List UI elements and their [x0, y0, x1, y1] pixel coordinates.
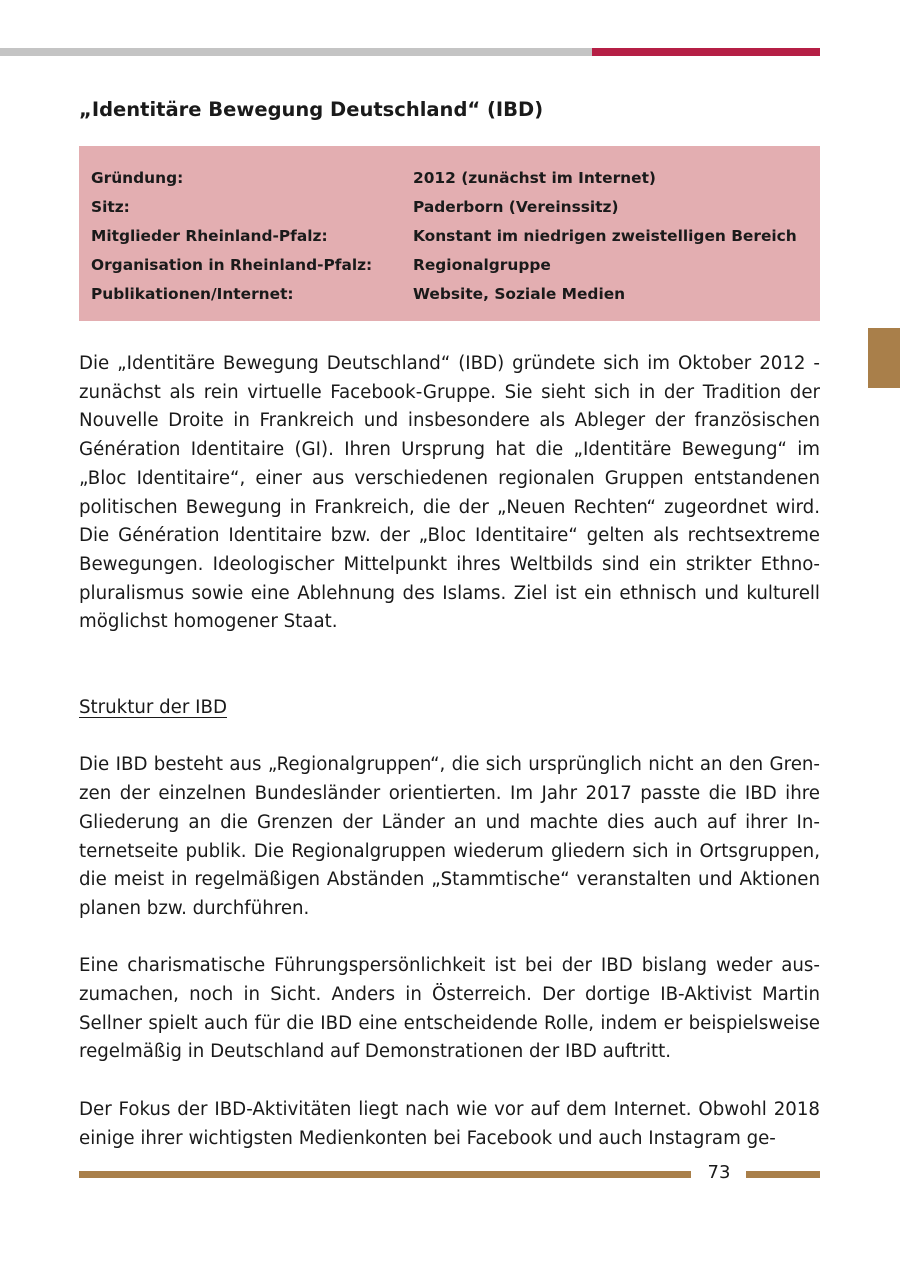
- paragraph-structure: Die IBD besteht aus „Regionalgruppen“, die sich ursprünglich nicht an den Grenzen der einzelnen Bundesländer orientierten. Im Jahr 2017 passte die IBD ihre Gliederung an die Grenzen der Länder an und machte dies auch auf ihrer Internetseite publik. Die Regionalgruppen wiederum gliedern sich in Ortsgruppen, die meist in regelmäßigen Abständen „Stammtische“ veranstalten und Aktionen planen bzw. durchführen.: [79, 754, 820, 919]
- organization-info-box: [79, 146, 820, 321]
- paragraph-leadership: Eine charismatische Führungspersönlichkeit ist bei der IBD bislang weder auszumachen, noch in Sicht. Anders in Österreich. Der dortige IB-Aktivist Martin Sellner spielt auch für die IBD eine entscheidende Rolle, indem er beispielsweise regelmäßig in Deutschland auf Demonstrationen der IBD auftritt.: [79, 955, 820, 1063]
- info-label: Organisation in Rheinland-Pfalz:: [91, 256, 373, 274]
- chapter-tab-marker: [868, 328, 900, 388]
- paragraph-focus: Der Fokus der IBD-Aktivitäten liegt nach wie vor auf dem Internet. Obwohl 2018 einige ihrer wichtigsten Medienkonten bei Facebook und auch Instagram ge-: [79, 1098, 820, 1149]
- footer-rule-left: [79, 1171, 691, 1178]
- info-value: Website, Soziale Medien: [413, 285, 626, 303]
- info-row-members: [91, 222, 808, 251]
- info-value: Regionalgruppe: [413, 256, 551, 274]
- top-rule-gray: [0, 48, 592, 56]
- section-heading: „Identitäre Bewegung Deutschland“ (IBD): [79, 98, 544, 121]
- info-row-founding: [91, 164, 808, 193]
- body-text: [79, 350, 820, 1153]
- info-row-publications: [91, 280, 808, 309]
- info-label: Mitglieder Rheinland-Pfalz:: [91, 227, 328, 245]
- info-label: Publikationen/Internet:: [91, 285, 294, 303]
- top-rule-accent: [592, 48, 820, 56]
- info-row-organisation: [91, 251, 808, 280]
- footer-rule-right: [746, 1171, 820, 1178]
- subheading-structure: Struktur der IBD: [79, 697, 227, 719]
- info-row-seat: [91, 193, 808, 222]
- info-value: Paderborn (Vereinssitz): [413, 198, 619, 216]
- page-number: 73: [707, 1162, 731, 1183]
- info-label: Sitz:: [91, 198, 130, 216]
- paragraph-intro: Die „Identitäre Bewegung Deutschland“ (IBD) gründete sich im Oktober 2012 - zunächst als rein virtuelle Facebook-Gruppe. Sie sieht sich in der Tradition der Nouvelle Droite in Frankreich und insbesondere als Ableger der französischen Génération Identitaire (GI). Ihren Ursprung hat die „Identitäre Bewegung“ im „Bloc Identitaire“, einer aus verschiedenen regionalen Gruppen entstandenen politischen Bewegung in Frankreich, die der „Neuen Rechten“ zugeordnet wird. Die Génération Identitaire bzw. der „Bloc Identitaire“ gelten als rechtsextreme Bewegungen. Ideologischer Mittelpunkt ihres Weltbilds sind ein strikter Ethnopluralismus sowie eine Ablehnung des Islams. Ziel ist ein ethnisch und kulturell möglichst homogener Staat.: [79, 353, 820, 633]
- info-value: Konstant im niedrigen zweistelligen Bereich: [413, 227, 797, 245]
- info-label: Gründung:: [91, 169, 184, 187]
- info-value: 2012 (zunächst im Internet): [413, 169, 656, 187]
